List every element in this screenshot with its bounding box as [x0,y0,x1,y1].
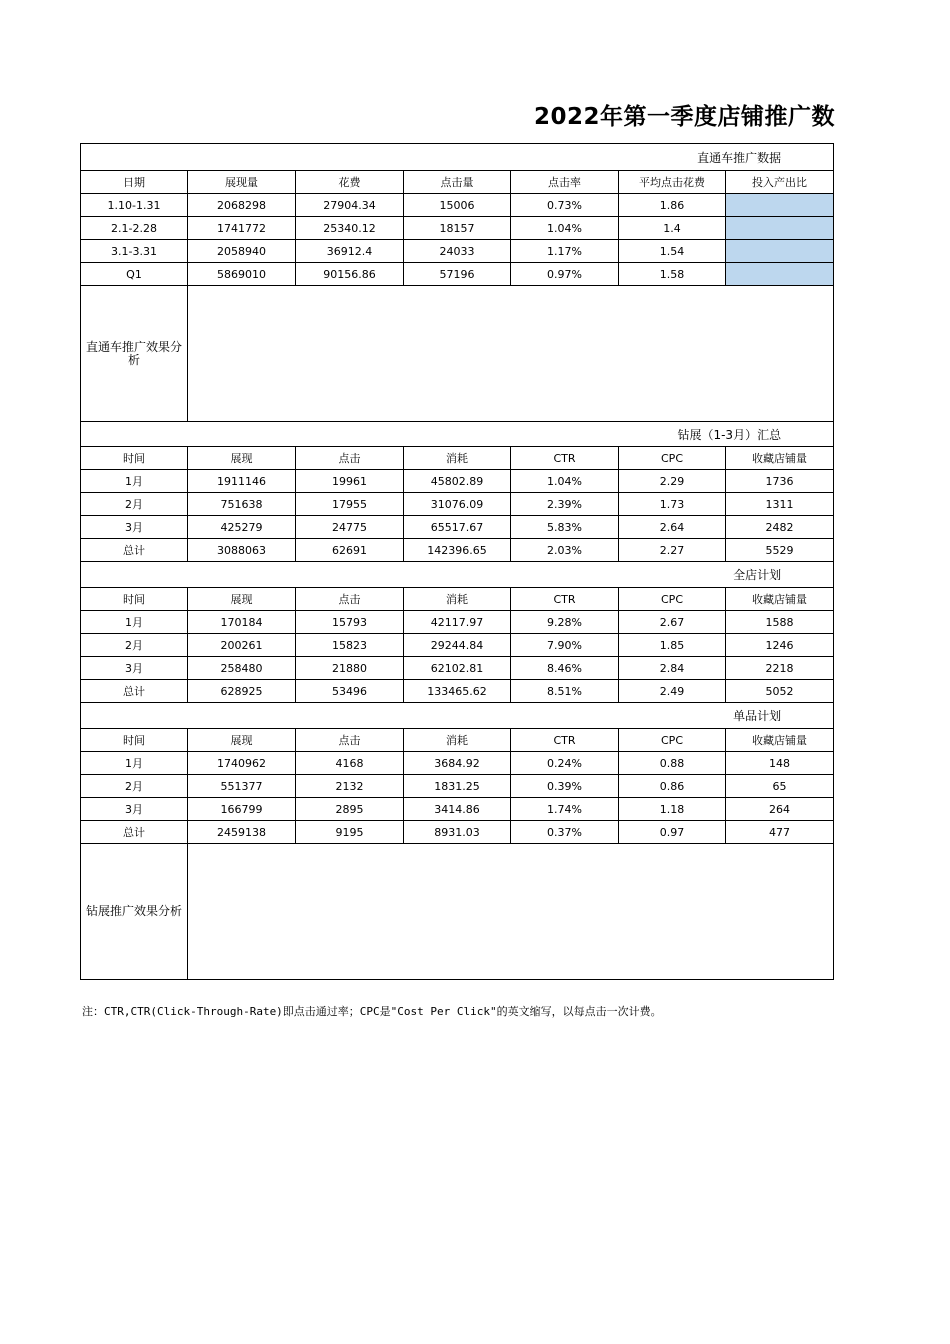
data-cell[interactable]: 2459138 [188,821,296,844]
column-header[interactable]: 时间 [81,447,188,470]
data-cell[interactable]: 7.90% [511,634,619,657]
data-cell[interactable]: 425279 [188,516,296,539]
data-cell[interactable]: 62102.81 [404,657,511,680]
table-row [81,634,834,657]
roi-cell[interactable] [726,217,834,240]
column-header[interactable]: 花费 [296,171,404,194]
column-header[interactable]: CTR [511,447,619,470]
row-label-cell[interactable]: 总计 [81,680,188,703]
data-cell[interactable]: 1.73 [619,493,726,516]
table-row [81,217,834,240]
data-cell[interactable]: 1311 [726,493,834,516]
data-cell[interactable]: 1911146 [188,470,296,493]
data-cell[interactable]: 90156.86 [296,263,404,286]
row-label-cell[interactable]: Q1 [81,263,188,286]
data-cell[interactable]: 0.97 [619,821,726,844]
data-cell[interactable]: 65517.67 [404,516,511,539]
data-cell[interactable]: 19961 [296,470,404,493]
row-label-cell[interactable]: 1.10-1.31 [81,194,188,217]
section-title-through-train: 直通车推广数据 [81,144,834,171]
data-cell[interactable]: 62691 [296,539,404,562]
data-cell[interactable]: 45802.89 [404,470,511,493]
data-cell[interactable]: 1741772 [188,217,296,240]
row-label-cell[interactable]: 2月 [81,775,188,798]
data-cell[interactable]: 2.39% [511,493,619,516]
data-cell[interactable]: 8.51% [511,680,619,703]
row-label-cell[interactable]: 3月 [81,657,188,680]
data-cell[interactable]: 29244.84 [404,634,511,657]
data-cell[interactable]: 9.28% [511,611,619,634]
data-cell[interactable]: 200261 [188,634,296,657]
table-row [81,611,834,634]
table-row [81,470,834,493]
row-label-cell[interactable]: 2月 [81,493,188,516]
column-header[interactable]: 点击 [296,729,404,752]
column-header[interactable]: 展现 [188,588,296,611]
data-cell[interactable]: 15793 [296,611,404,634]
row-label-cell[interactable]: 1月 [81,470,188,493]
data-cell[interactable]: 0.24% [511,752,619,775]
data-cell[interactable]: 1.54 [619,240,726,263]
data-cell[interactable]: 1.58 [619,263,726,286]
data-cell[interactable]: 9195 [296,821,404,844]
column-header[interactable]: 收藏店铺量 [726,447,834,470]
data-cell[interactable]: 142396.65 [404,539,511,562]
column-header[interactable]: 点击量 [404,171,511,194]
column-header[interactable]: CPC [619,729,726,752]
data-cell[interactable]: 1.85 [619,634,726,657]
data-cell[interactable]: 15823 [296,634,404,657]
data-cell[interactable]: 1.04% [511,470,619,493]
data-cell[interactable]: 264 [726,798,834,821]
column-header[interactable]: 收藏店铺量 [726,588,834,611]
data-cell[interactable]: 8931.03 [404,821,511,844]
data-cell[interactable]: 1.17% [511,240,619,263]
data-cell[interactable]: 2218 [726,657,834,680]
data-cell[interactable]: 2895 [296,798,404,821]
row-label-cell[interactable]: 总计 [81,821,188,844]
data-cell[interactable]: 3414.86 [404,798,511,821]
column-header[interactable]: 展现量 [188,171,296,194]
table-row [81,539,834,562]
data-cell[interactable]: 1740962 [188,752,296,775]
data-cell[interactable]: 5869010 [188,263,296,286]
column-header[interactable]: 消耗 [404,729,511,752]
data-cell[interactable]: 1736 [726,470,834,493]
data-cell[interactable]: 0.88 [619,752,726,775]
header-row [81,447,834,470]
column-header[interactable]: 消耗 [404,588,511,611]
data-cell[interactable]: 25340.12 [296,217,404,240]
column-header[interactable]: 点击率 [511,171,619,194]
report-title: 2022年第一季度店铺推广数 [534,104,836,130]
table-row [81,516,834,539]
header-row [81,171,834,194]
data-cell[interactable]: 1.86 [619,194,726,217]
data-cell[interactable]: 24033 [404,240,511,263]
data-cell[interactable]: 2.64 [619,516,726,539]
data-cell[interactable]: 2068298 [188,194,296,217]
data-cell[interactable]: 5529 [726,539,834,562]
column-header[interactable]: 消耗 [404,447,511,470]
table-row [81,240,834,263]
analysis-area-through-train[interactable] [188,286,834,422]
data-cell[interactable]: 170184 [188,611,296,634]
section-title-item-plan: 单品计划 [81,703,834,729]
table-row [81,821,834,844]
section-title-store-plan: 全店计划 [81,562,834,588]
data-cell[interactable]: 65 [726,775,834,798]
data-cell[interactable]: 2.03% [511,539,619,562]
column-header[interactable]: CTR [511,729,619,752]
data-cell[interactable]: 2.27 [619,539,726,562]
data-cell[interactable]: 1.4 [619,217,726,240]
data-cell[interactable]: 166799 [188,798,296,821]
column-header[interactable]: 展现 [188,729,296,752]
data-cell[interactable]: 5.83% [511,516,619,539]
row-label-cell[interactable]: 3月 [81,798,188,821]
roi-cell[interactable] [726,240,834,263]
data-cell[interactable]: 2058940 [188,240,296,263]
table-row [81,680,834,703]
data-cell[interactable]: 0.86 [619,775,726,798]
row-label-cell[interactable]: 2.1-2.28 [81,217,188,240]
column-header[interactable]: 时间 [81,729,188,752]
table-row [81,752,834,775]
column-header[interactable]: CPC [619,447,726,470]
table-row [81,263,834,286]
data-cell[interactable]: 0.37% [511,821,619,844]
data-cell[interactable]: 1.74% [511,798,619,821]
data-cell[interactable]: 31076.09 [404,493,511,516]
data-cell[interactable]: 628925 [188,680,296,703]
data-cell[interactable]: 18157 [404,217,511,240]
data-cell[interactable]: 53496 [296,680,404,703]
data-cell[interactable]: 751638 [188,493,296,516]
row-label-cell[interactable]: 总计 [81,539,188,562]
roi-cell[interactable] [726,263,834,286]
data-cell[interactable]: 133465.62 [404,680,511,703]
column-header[interactable]: 日期 [81,171,188,194]
data-cell[interactable]: 4168 [296,752,404,775]
row-label-cell[interactable]: 3.1-3.31 [81,240,188,263]
row-label-cell[interactable]: 1月 [81,611,188,634]
data-cell[interactable]: 2.49 [619,680,726,703]
footnote: 注：CTR,CTR(Click-Through-Rate)即点击通过率；CPC是"Cost Per Click"的英文缩写，以每点击一次计费。 [82,1005,662,1018]
analysis-area-diamond[interactable] [188,844,834,980]
data-cell[interactable]: 1588 [726,611,834,634]
row-label-cell[interactable]: 3月 [81,516,188,539]
data-cell[interactable]: 3088063 [188,539,296,562]
data-cell[interactable]: 27904.34 [296,194,404,217]
table-row [81,798,834,821]
data-cell[interactable]: 5052 [726,680,834,703]
column-header[interactable]: 收藏店铺量 [726,729,834,752]
column-header[interactable]: 展现 [188,447,296,470]
data-cell[interactable]: 0.97% [511,263,619,286]
data-cell[interactable]: 1.04% [511,217,619,240]
data-cell[interactable]: 24775 [296,516,404,539]
data-cell[interactable]: 477 [726,821,834,844]
data-cell[interactable]: 2.29 [619,470,726,493]
data-cell[interactable]: 1831.25 [404,775,511,798]
header-row [81,729,834,752]
data-cell[interactable]: 17955 [296,493,404,516]
header-row [81,588,834,611]
data-cell[interactable]: 1.18 [619,798,726,821]
column-header[interactable]: CPC [619,588,726,611]
column-header[interactable]: 点击 [296,588,404,611]
table-row [81,493,834,516]
data-cell[interactable]: 8.46% [511,657,619,680]
data-cell[interactable]: 551377 [188,775,296,798]
data-cell[interactable]: 36912.4 [296,240,404,263]
section-title-diamond-summary: 钻展（1-3月）汇总 [81,422,834,447]
data-cell[interactable]: 1246 [726,634,834,657]
column-header[interactable]: 投入产出比 [726,171,834,194]
data-cell[interactable]: 2.67 [619,611,726,634]
roi-cell[interactable] [726,194,834,217]
table-row [81,194,834,217]
data-cell[interactable]: 3684.92 [404,752,511,775]
column-header[interactable]: 时间 [81,588,188,611]
column-header[interactable]: 平均点击花费 [619,171,726,194]
table-row [81,657,834,680]
data-cell[interactable]: 2.84 [619,657,726,680]
row-label-cell[interactable]: 1月 [81,752,188,775]
data-cell[interactable]: 2132 [296,775,404,798]
data-cell[interactable]: 258480 [188,657,296,680]
data-cell[interactable]: 57196 [404,263,511,286]
data-cell[interactable]: 0.39% [511,775,619,798]
data-cell[interactable]: 15006 [404,194,511,217]
table-row [81,775,834,798]
analysis-label-diamond: 钻展推广效果分析 [81,844,188,980]
data-cell[interactable]: 148 [726,752,834,775]
data-cell[interactable]: 0.73% [511,194,619,217]
column-header[interactable]: 点击 [296,447,404,470]
data-cell[interactable]: 21880 [296,657,404,680]
report-table [80,143,834,980]
row-label-cell[interactable]: 2月 [81,634,188,657]
data-cell[interactable]: 2482 [726,516,834,539]
data-cell[interactable]: 42117.97 [404,611,511,634]
column-header[interactable]: CTR [511,588,619,611]
analysis-label-through-train: 直通车推广效果分析 [81,286,188,422]
